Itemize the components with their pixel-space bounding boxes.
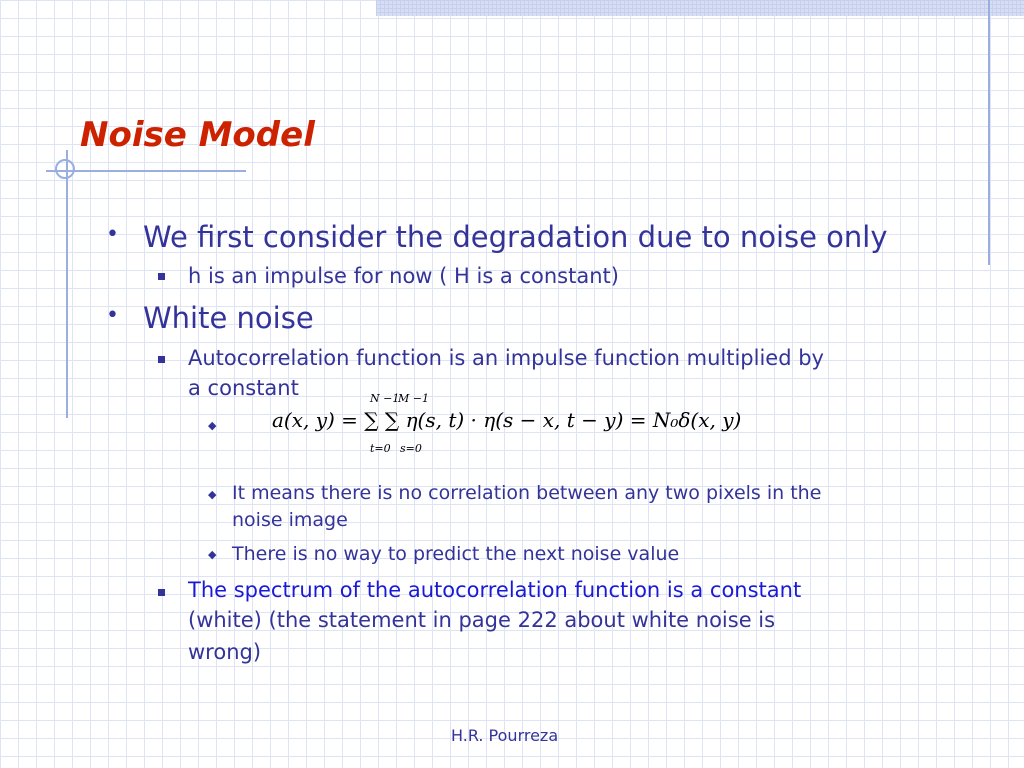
sub-bullet-spectrum-line3: wrong) (188, 640, 262, 664)
sub-sub-bullet-no-correlation-line1: It means there is no correlation between any two pixels in the (232, 482, 822, 504)
bullet-diamond-icon: ◆ (208, 488, 217, 501)
top-decoration-band (376, 0, 1024, 16)
bullet-dot-icon: • (106, 303, 119, 328)
left-vertical-rule (66, 150, 68, 418)
sub-bullet-spectrum-highlight: The spectrum of the autocorrelation function is a constant (188, 578, 802, 602)
slide-title: Noise Model (80, 115, 315, 155)
bullet-white-noise: White noise (143, 301, 314, 335)
sub-sub-bullet-no-correlation-line2: noise image (232, 509, 348, 531)
equation-body: a(x, y) = ∑ ∑ η(s, t) · η(s − x, t − y) = N₀δ(x, y) (272, 408, 742, 432)
sum-lower-limit-s: s=0 (400, 442, 422, 455)
bullet-square-icon (158, 273, 165, 280)
right-vertical-rule (988, 0, 990, 265)
autocorrelation-equation (272, 392, 772, 458)
footer-author: H.R. Pourreza (451, 726, 559, 745)
sub-sub-bullet-no-prediction: There is no way to predict the next noise value (232, 543, 680, 565)
bullet-diamond-icon: ◆ (208, 548, 217, 561)
sum-upper-limit-m: M −1 (398, 392, 429, 405)
crosshair-ornament (55, 159, 75, 179)
title-underline-rule (46, 170, 246, 172)
bullet-dot-icon: • (106, 222, 119, 247)
bullet-square-icon (158, 589, 165, 596)
sum-lower-limit-t: t=0 (370, 442, 391, 455)
sub-bullet-impulse: h is an impulse for now ( H is a constant) (188, 264, 619, 288)
bullet-diamond-icon: ◆ (208, 419, 217, 432)
bullet-square-icon (158, 356, 165, 363)
sub-bullet-autocorrelation-line2: a constant (188, 376, 299, 400)
sub-bullet-spectrum-line2: (white) (the statement in page 222 about white noise is (188, 608, 776, 632)
sum-upper-limit-n: N −1 (370, 392, 400, 405)
sub-bullet-autocorrelation-line1: Autocorrelation function is an impulse function multiplied by (188, 346, 824, 370)
bullet-degradation: We first consider the degradation due to noise only (143, 220, 888, 254)
